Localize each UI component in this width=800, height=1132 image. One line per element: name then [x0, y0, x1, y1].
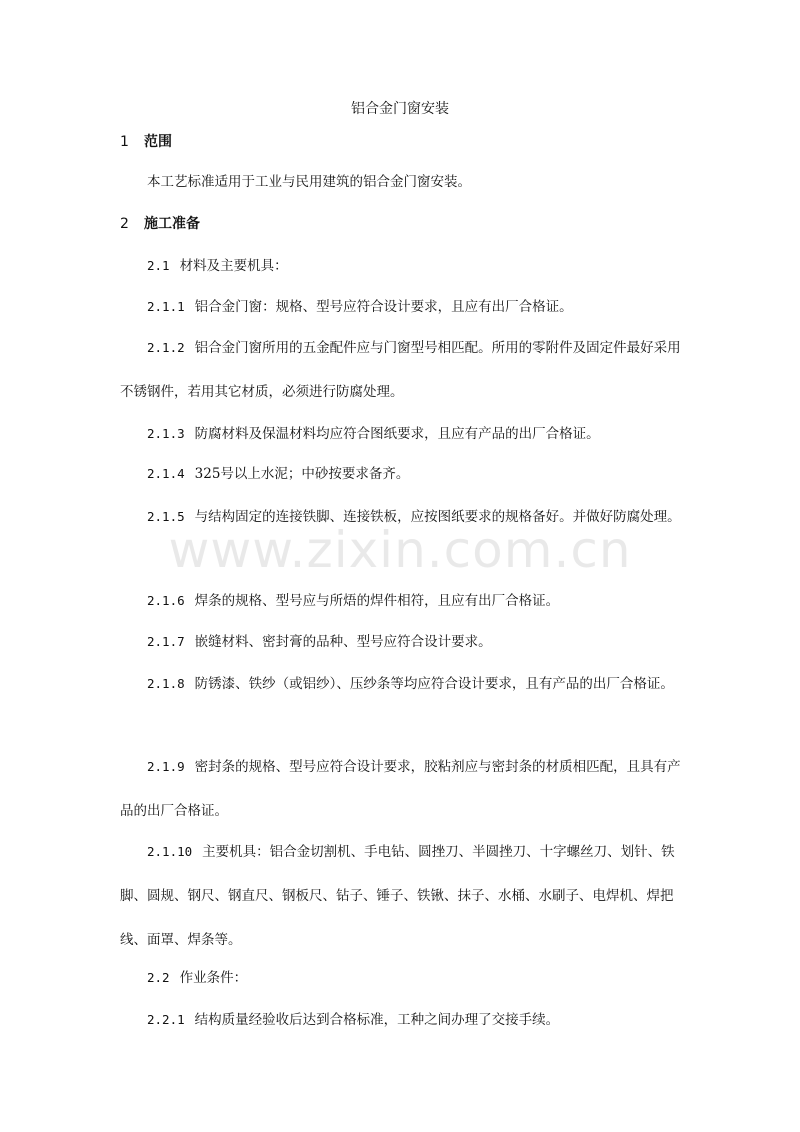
- watermark-text: www.zixin.com.cn: [168, 521, 632, 579]
- paragraph-2-1-7: [120, 620, 685, 664]
- paragraph-2-1-3: [120, 412, 685, 456]
- clause-text: 与结构固定的连接铁脚、连接铁板，应按图纸要求的规格备好。并做好防腐处理。: [194, 509, 681, 525]
- section-number: 2: [120, 216, 129, 232]
- paragraph-2-1-5: [120, 495, 685, 539]
- section-title: 施工准备: [144, 216, 200, 232]
- section-number: 1: [120, 134, 129, 150]
- clause-number: 2.2.1: [147, 1012, 185, 1027]
- clause-text: 防腐材料及保温材料均应符合图纸要求，且应有产品的出厂合格证。: [194, 426, 600, 442]
- paragraph-2-1-4: [120, 452, 685, 496]
- paragraph-2-1-1: [120, 285, 685, 329]
- clause-text: 材料及主要机具：: [179, 258, 288, 274]
- paragraph-2-1-8: [120, 662, 685, 706]
- clause-number: 2.1.5: [147, 509, 185, 524]
- clause-text: 铝合金门窗：规格、型号应符合设计要求，且应有出厂合格证。: [194, 299, 573, 315]
- paragraph-2-2-1: [120, 998, 685, 1042]
- paragraph-2-1-10: [120, 830, 685, 962]
- page-title: 铝合金门窗安装: [351, 101, 449, 117]
- clause-number: 2.1.3: [147, 426, 185, 441]
- clause-text: 嵌缝材料、密封膏的品种、型号应符合设计要求。: [194, 634, 492, 650]
- clause-text: 密封条的规格、型号应符合设计要求，胶粘剂应与密封条的材质相匹配，且具有产品的出厂合格证。: [120, 759, 681, 819]
- paragraph-2-2: [120, 956, 685, 1000]
- clause-text: 防锈漆、铁纱（或铝纱）、压纱条等均应符合设计要求，且有产品的出厂合格证。: [194, 676, 674, 692]
- clause-number: 2.1.4: [147, 466, 185, 481]
- paragraph-2-1-2: [120, 326, 685, 414]
- clause-text: 325号以上水泥；中砂按要求备齐。: [194, 466, 410, 482]
- clause-text: 结构质量经验收后达到合格标准，工种之间办理了交接手续。: [194, 1012, 560, 1028]
- clause-number: 2.1.9: [147, 759, 185, 774]
- clause-number: 2.2: [147, 970, 170, 985]
- clause-number: 2.1.10: [147, 844, 193, 859]
- clause-number: 2.1.2: [147, 340, 185, 355]
- section-heading-1: [120, 131, 172, 153]
- clause-number: 2.1.6: [147, 593, 185, 608]
- clause-number: 2.1.1: [147, 299, 185, 314]
- clause-number: 2.1.8: [147, 676, 185, 691]
- paragraph-2-1-6: [120, 579, 685, 623]
- clause-number: 2.1: [147, 258, 170, 273]
- clause-text: 作业条件：: [179, 970, 248, 986]
- clause-text: 铝合金门窗所用的五金配件应与门窗型号相匹配。所用的零附件及固定件最好采用不锈钢件，若用其它材质，必须进行防腐处理。: [120, 340, 681, 400]
- section-title: 范围: [144, 134, 172, 150]
- clause-text: 焊条的规格、型号应与所焐的焊件相符，且应有出厂合格证。: [194, 593, 560, 609]
- paragraph-2-1: [120, 244, 685, 288]
- paragraph-2-1-9: [120, 745, 685, 833]
- clause-text: 主要机具：铝合金切割机、手电钻、圆挫刀、半圆挫刀、十字螺丝刀、划针、铁脚、圆规、钢尺、钢直尺、钢板尺、钻子、锤子、铁锹、抹子、水桶、水刷子、电焊机、焊把线、面罩、焊条等。: [120, 844, 675, 948]
- section-heading-2: [120, 213, 200, 235]
- paragraph-scope: 本工艺标准适用于工业与民用建筑的铝合金门窗安装。: [147, 174, 471, 190]
- clause-number: 2.1.7: [147, 634, 185, 649]
